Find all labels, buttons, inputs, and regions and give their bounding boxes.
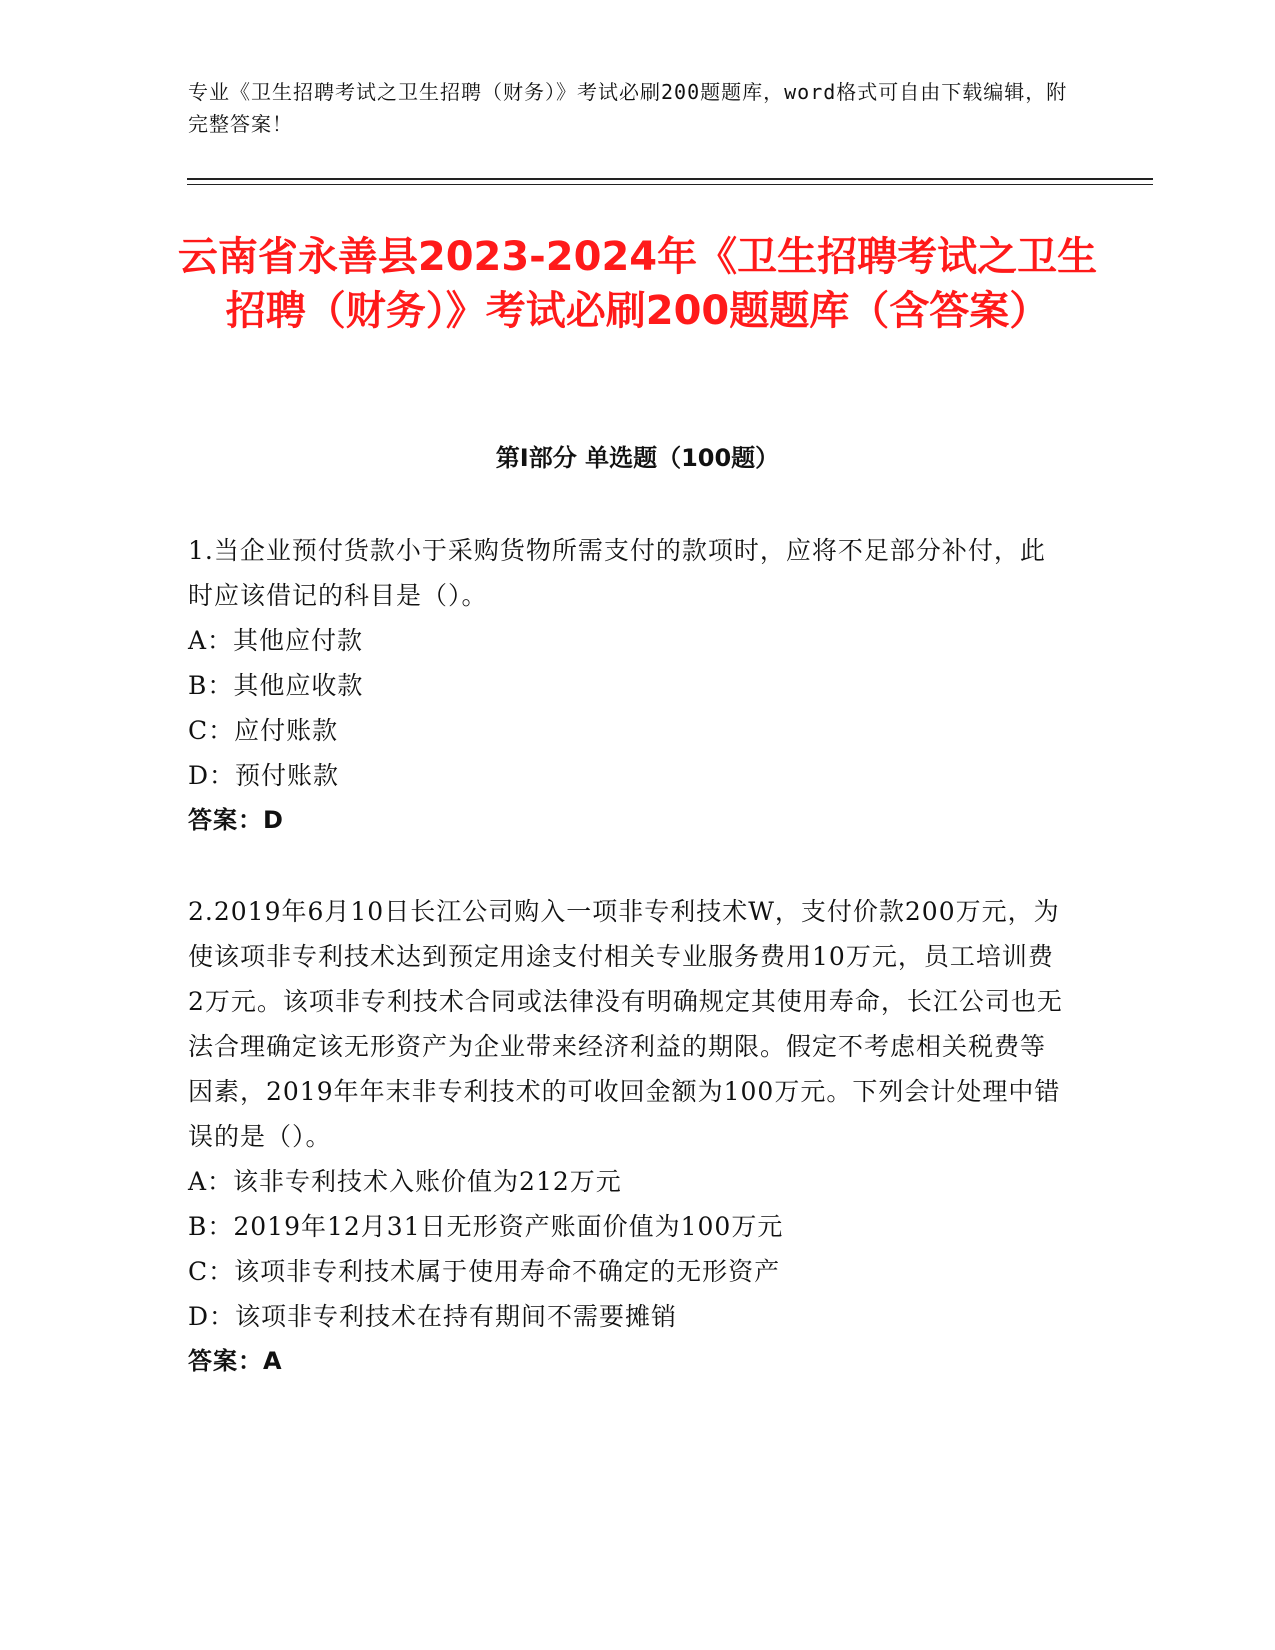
answer: 答案：D: [188, 806, 284, 834]
question-1: [188, 528, 1068, 843]
header-rule-thick: [187, 178, 1153, 180]
question-stem: 2.2019年6月10日长江公司购入一项非专利技术W，支付价款200万元，为使该项非专利技术达到预定用途支付相关专业服务费用10万元，员工培训费2万元。该项非专利技术合同或法律没有明确规定其使用寿命，长江公司也无法合理确定该无形资产为企业带来经济利益的期限。假定不考虑相关税费等因素，2019年年末非专利技术的可收回金额为100万元。下列会计处理中错误的是（）。: [188, 897, 1063, 1151]
option-d: D：该项非专利技术在持有期间不需要摊销: [188, 1302, 678, 1331]
option-b: B：其他应收款: [188, 671, 364, 700]
answer: 答案：A: [188, 1347, 283, 1375]
option-c: C：该项非专利技术属于使用寿命不确定的无形资产: [188, 1257, 781, 1286]
option-d: D：预付账款: [188, 761, 340, 790]
option-b: B：2019年12月31日无形资产账面价值为100万元: [188, 1212, 784, 1241]
option-a: A：该非专利技术入账价值为212万元: [188, 1167, 622, 1196]
option-c: C：应付账款: [188, 716, 339, 745]
header-note: 专业《卫生招聘考试之卫生招聘（财务）》考试必刷200题题库，word格式可自由下载编辑，附完整答案！: [188, 80, 1068, 136]
header-rule-thin: [187, 184, 1153, 185]
option-a: A：其他应付款: [188, 626, 364, 655]
question-2: [188, 889, 1068, 1384]
question-stem: 1.当企业预付货款小于采购货物所需支付的款项时，应将不足部分补付，此时应该借记的科目是（）。: [188, 536, 1046, 610]
document-title: 云南省永善县2023-2024年《卫生招聘考试之卫生招聘（财务）》考试必刷200题题库（含答案）: [177, 234, 1098, 334]
section-title: 第Ⅰ部分 单选题（100题）: [495, 444, 780, 472]
